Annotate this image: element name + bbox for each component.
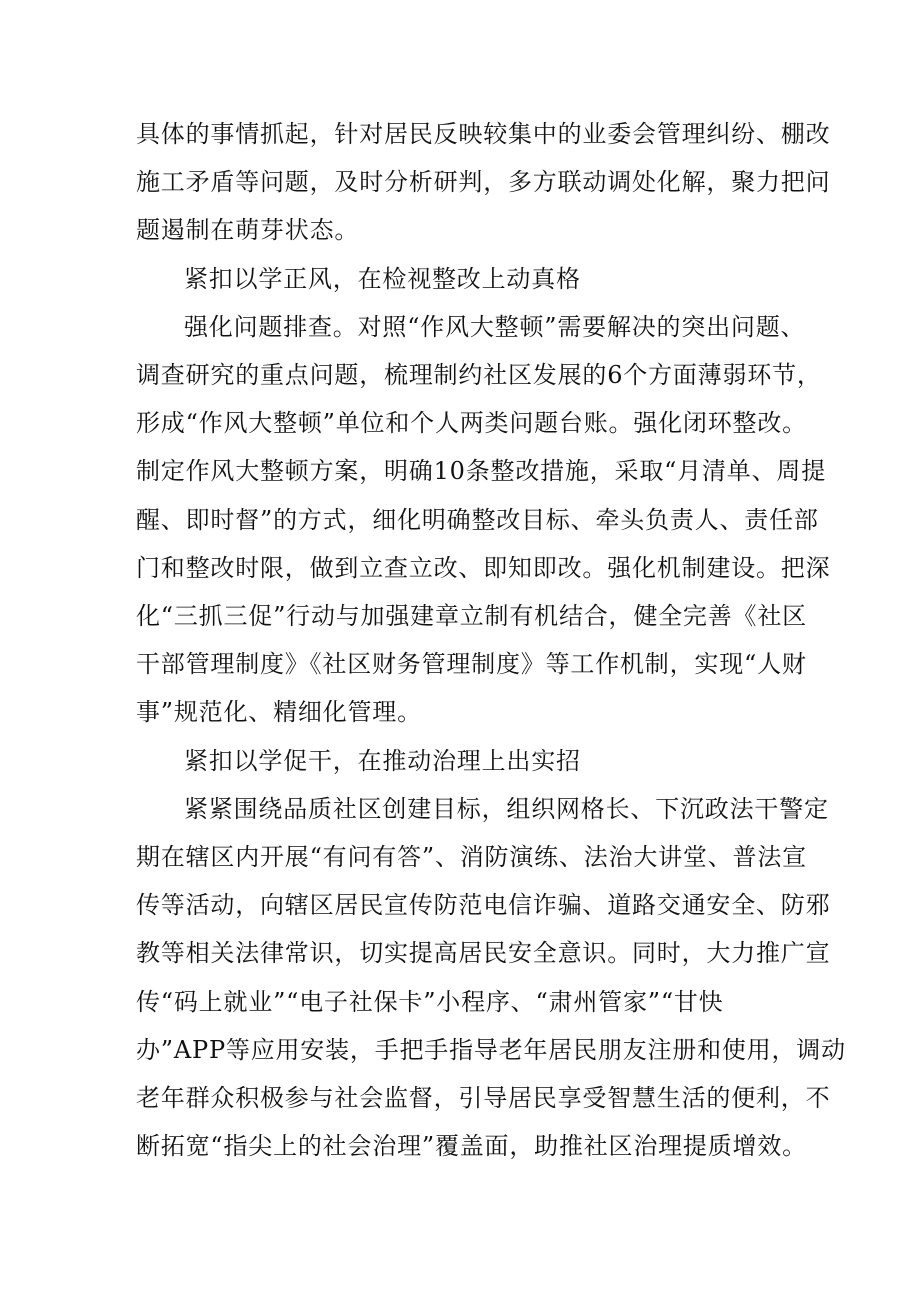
text-line: 教等相关法律常识，切实提高居民安全意识。同时，大力推广宣 bbox=[136, 939, 831, 968]
text-line: 老年群众积极参与社会监督，引导居民享受智慧生活的便利，不 bbox=[136, 1084, 831, 1113]
text-line: 施工矛盾等问题，及时分析研判，多方联动调处化解，聚力把问 bbox=[136, 168, 831, 197]
text-line: 断拓宽“指尖上的社会治理”覆盖面，助推社区治理提质增效。 bbox=[136, 1132, 807, 1161]
text-line: 办”APP等应用安装，手把手指导老年居民朋友注册和使用，调动 bbox=[136, 1035, 846, 1064]
paragraph-governance bbox=[136, 785, 846, 1171]
text-line: 题遏制在萌芽状态。 bbox=[136, 216, 360, 245]
text-line: 期在辖区内开展“有问有答”、消防演练、法治大讲堂、普法宣 bbox=[136, 843, 807, 872]
document-body bbox=[136, 110, 846, 1170]
text-line: 具体的事情抓起，针对居民反映较集中的业委会管理纠纷、棚改 bbox=[136, 120, 831, 148]
text-line: 传等活动，向辖区居民宣传防范电信诈骗、道路交通安全、防邪 bbox=[136, 891, 831, 920]
text-line: 门和整改时限，做到立查立改、即知即改。强化机制建设。把深 bbox=[136, 553, 831, 582]
text-line: 强化问题排查。对照“作风大整顿”需要解决的突出问题、 bbox=[184, 312, 806, 341]
text-line: 事”规范化、精细化管理。 bbox=[136, 698, 422, 727]
text-line: 形成“作风大整顿”单位和个人两类问题台账。强化闭环整改。 bbox=[136, 409, 807, 438]
text-line: 紧紧围绕品质社区创建目标，组织网格长、下沉政法干警定 bbox=[184, 794, 829, 823]
text-line: 醒、即时督”的方式，细化明确整改目标、牵头负责人、责任部 bbox=[136, 505, 819, 534]
text-line: 传“码上就业”“电子社保卡”小程序、“肃州管家”“甘快 bbox=[136, 987, 724, 1016]
text-line: 干部管理制度》《社区财务管理制度》等工作机制，实现“人财 bbox=[136, 650, 807, 679]
paragraph-continued bbox=[136, 110, 831, 255]
section-heading-governance: 紧扣以学促干，在推动治理上出实招 bbox=[184, 746, 581, 775]
text-line: 调查研究的重点问题，梳理制约社区发展的6个方面薄弱环节， bbox=[136, 361, 822, 390]
section-heading-rectify: 紧扣以学正风，在检视整改上动真格 bbox=[184, 264, 581, 293]
text-line: 化“三抓三促”行动与加强建章立制有机结合，健全完善《社区 bbox=[136, 602, 807, 631]
paragraph-rectification bbox=[136, 303, 831, 737]
text-line: 制定作风大整顿方案，明确10条整改措施，采取“月清单、周提 bbox=[136, 457, 827, 486]
